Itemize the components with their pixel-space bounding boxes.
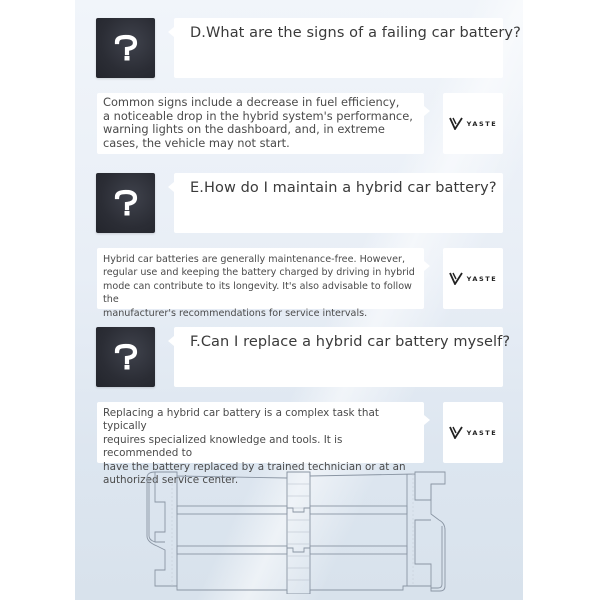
- brand-wordmark: YASTE: [466, 428, 498, 437]
- answer-line: Hybrid car batteries are generally maintenance-free. However,: [103, 254, 405, 265]
- answer-line: have the battery replaced by a trained technician or at an: [103, 460, 406, 473]
- question-text: E.How do I maintain a hybrid car battery?: [190, 180, 497, 196]
- question-text: F.Can I replace a hybrid car battery myself?: [190, 334, 511, 350]
- brand-logo: [443, 93, 503, 154]
- question-card-d: [174, 18, 521, 78]
- answer-line: Replacing a hybrid car battery is a complex task that typically: [103, 407, 379, 433]
- brand-wordmark: YASTE: [466, 274, 498, 283]
- answer-line: authorized service center.: [103, 474, 239, 487]
- answer-card-e: [97, 248, 424, 319]
- answer-line: Common signs include a decrease in fuel efficiency,: [103, 95, 400, 109]
- question-mark-icon: [96, 18, 155, 78]
- question-mark-icon: [96, 173, 155, 233]
- yaste-v-logo-icon: [449, 117, 463, 130]
- faq-panel: [75, 0, 523, 600]
- brand-logo: [443, 248, 503, 309]
- question-mark-icon: [96, 327, 155, 387]
- answer-line: mode can contribute to its longevity. It's also advisable to follow the: [103, 280, 412, 306]
- question-card-f: [174, 327, 511, 387]
- yaste-v-logo-icon: [449, 426, 463, 439]
- answer-line: regular use and keeping the battery charged by driving in hybrid: [103, 267, 415, 279]
- answer-line: warning lights on the dashboard, and, in extreme: [103, 122, 385, 137]
- answer-line: requires specialized knowledge and tools. It is recommended to: [103, 433, 343, 460]
- brand-logo: [443, 402, 503, 463]
- question-card-e: [174, 173, 503, 233]
- answer-line: cases, the vehicle may not start.: [103, 135, 290, 150]
- brand-wordmark: YASTE: [466, 119, 498, 128]
- answer-text: [103, 96, 418, 150]
- answer-line: a noticeable drop in the hybrid system's performance,: [103, 108, 413, 123]
- answer-text: [103, 251, 418, 320]
- yaste-v-logo-icon: [449, 272, 463, 285]
- answer-card-d: [97, 93, 424, 154]
- battery-module-drawing: [143, 470, 457, 594]
- question-text: D.What are the signs of a failing car battery?: [190, 25, 521, 41]
- answer-line: manufacturer's recommendations for service intervals.: [103, 307, 368, 319]
- answer-card-f: [97, 402, 424, 487]
